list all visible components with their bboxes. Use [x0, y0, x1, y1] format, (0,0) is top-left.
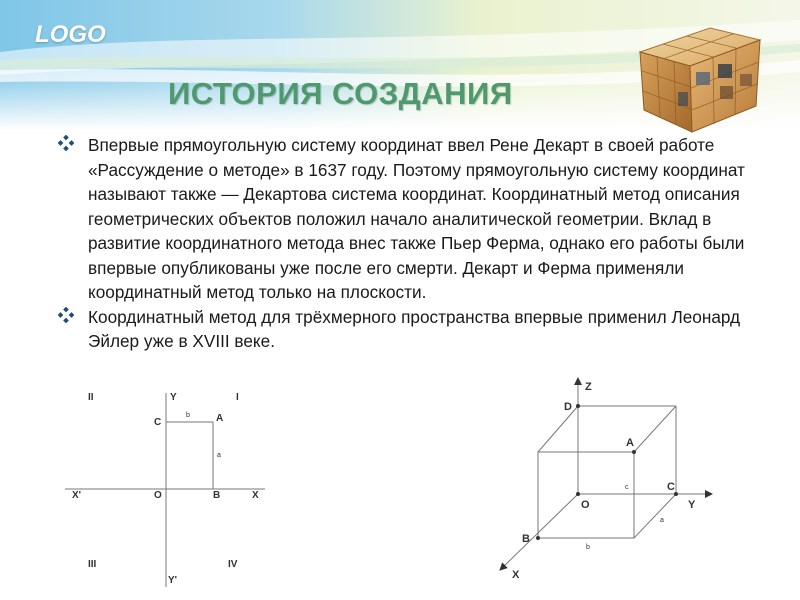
- point-b-dot: [536, 536, 540, 540]
- quadrant-3-label: III: [88, 559, 97, 570]
- point-a-projection: [166, 422, 213, 489]
- edge-c-label: c: [625, 484, 629, 491]
- bullet-text: Впервые прямоугольную систему координат ввел Рене Декарт в своей работе «Рассуждение о методе» в 1637 году. Поэтому прямоугольную систему координат называют также — Декартова система координат. Координатный метод описания геометрических объектов положил начало аналитической геометрии. Вклад в развитие координатного метода внес также Пьер Ферма, однако его работы были впервые опубликованы уже после его смерти. Декарт и Ферма применяли координатный метод только на плоскости.: [88, 135, 745, 302]
- photo-cube-image: [632, 14, 772, 139]
- point-d-dot: [576, 404, 580, 408]
- bullet-item: [58, 305, 748, 354]
- cube-edge-bottom-right: [634, 494, 676, 538]
- segment-b-label: b: [186, 412, 190, 419]
- point-b-label: B: [522, 533, 530, 545]
- x-axis-label: X: [252, 490, 259, 501]
- cube-edge-top-right: [634, 406, 676, 452]
- quadrant-4-label: IV: [228, 559, 238, 570]
- quadrant-2-label: II: [88, 392, 94, 403]
- point-b-label: B: [213, 490, 221, 501]
- diamond-bullet-icon: [58, 305, 74, 321]
- bullet-item: [58, 133, 748, 305]
- x-axis-label: X: [512, 569, 520, 581]
- y-axis-label: Y: [688, 499, 696, 511]
- point-a-label: A: [626, 437, 634, 449]
- x-axis-line: [500, 494, 578, 570]
- bullet-list: [58, 133, 748, 354]
- point-d-label: D: [564, 401, 572, 413]
- slide-title: ИСТОРИЯ СОЗДАНИЯ: [168, 76, 513, 111]
- origin-dot: [576, 492, 580, 496]
- point-c-label: C: [667, 481, 675, 493]
- point-c-label: C: [154, 417, 162, 428]
- cube-front-face: [538, 452, 634, 538]
- y-axis-label: Y: [170, 392, 177, 403]
- space-coordinate-diagram: [490, 372, 720, 594]
- point-a-label: A: [216, 413, 224, 424]
- y-neg-axis-label: Y': [168, 575, 178, 586]
- x-neg-axis-label: X': [72, 490, 82, 501]
- diamond-bullet-icon: [58, 133, 74, 149]
- edge-a-label: a: [660, 517, 664, 524]
- edge-b-label: b: [586, 544, 590, 551]
- bullet-text: Координатный метод для трёхмерного пространства впервые применил Леонард Эйлер уже в XVIII веке.: [88, 306, 741, 351]
- segment-a-label: a: [217, 452, 221, 459]
- point-a-dot: [632, 450, 636, 454]
- origin-label: O: [581, 499, 590, 511]
- z-axis-label: Z: [585, 381, 592, 393]
- logo-text: LOGO: [35, 21, 106, 48]
- quadrant-1-label: I: [236, 392, 239, 403]
- plane-coordinate-diagram: [60, 385, 280, 600]
- cube-edge-top-left: [538, 406, 578, 452]
- origin-label: O: [154, 490, 162, 501]
